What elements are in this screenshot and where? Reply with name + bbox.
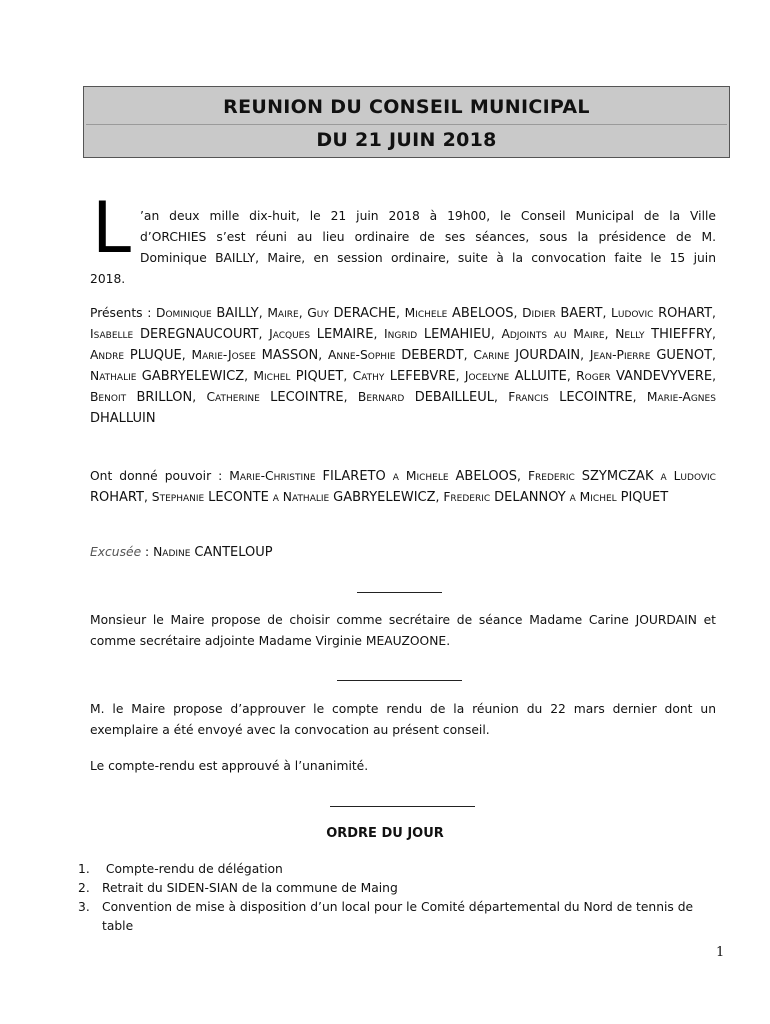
separator-2 bbox=[337, 680, 462, 681]
attendee-last-name: ABELOOS bbox=[451, 306, 514, 321]
attendee-separator: , bbox=[712, 369, 716, 383]
page-number: 1 bbox=[716, 945, 725, 960]
excused-paragraph bbox=[90, 542, 716, 563]
attendee-separator: , bbox=[343, 369, 353, 383]
attendee-separator: , bbox=[712, 348, 716, 362]
attendee-separator: , bbox=[396, 306, 405, 320]
proxy-to: a bbox=[268, 490, 283, 504]
agenda-heading: ORDRE DU JOUR bbox=[326, 826, 444, 841]
proxy-to: a bbox=[565, 490, 580, 504]
intro-line-4: 2018. bbox=[90, 272, 126, 286]
attendee-first-name: Nelly bbox=[615, 327, 645, 341]
drop-cap: L bbox=[92, 187, 131, 269]
secretary-paragraph: Monsieur le Maire propose de choisir comme secrétaire de séance Madame Carine JOURDAIN et comme secrétaire adjointe Madame Virginie MEAUZOONE. bbox=[90, 613, 716, 648]
attendee-first-name: Michel bbox=[253, 369, 291, 383]
attendee-separator: , bbox=[566, 369, 577, 383]
attendee-separator: , bbox=[494, 390, 509, 404]
attendee-separator: , bbox=[373, 327, 385, 341]
proxy-separator: , bbox=[143, 490, 152, 504]
attendee-last-name: ROHART bbox=[658, 306, 713, 321]
proxy-giver-first-name: Frederic bbox=[527, 469, 575, 483]
attendee-last-name: VANDEVYVERE bbox=[615, 369, 713, 384]
attendees-label: Présents : bbox=[90, 306, 156, 320]
attendee-first-name: Benoit bbox=[90, 390, 127, 404]
attendee-last-name: JOURDAIN bbox=[515, 348, 581, 363]
attendee-last-name: PIQUET bbox=[295, 369, 344, 384]
agenda-item-number: 1. bbox=[78, 862, 90, 876]
attendee-first-name: Anne-Sophie bbox=[327, 348, 396, 362]
attendee-last-name: GUENOT bbox=[656, 348, 713, 363]
excused-label: Excusée bbox=[90, 545, 142, 559]
attendee-first-name: Carine bbox=[473, 348, 510, 362]
attendee-separator: , bbox=[463, 348, 474, 362]
attendee-first-name: Michele bbox=[404, 306, 448, 320]
attendee-first-name: Cathy bbox=[352, 369, 385, 383]
attendee-first-name: Ingrid bbox=[384, 327, 418, 341]
attendee-last-name: LEFEBVRE bbox=[389, 369, 456, 384]
separator-1 bbox=[357, 592, 442, 593]
title-line-1: REUNION DU CONSEIL MUNICIPAL bbox=[223, 96, 590, 118]
attendee-separator: , bbox=[513, 306, 523, 320]
attendee-first-name: Dominique bbox=[156, 306, 212, 320]
attendee-separator: , bbox=[604, 327, 616, 341]
attendee-separator: , bbox=[318, 348, 328, 362]
excused-colon: : bbox=[141, 545, 154, 559]
attendee-last-name: DEBERDT bbox=[401, 348, 464, 363]
proxy-receiver-first-name: Nathalie bbox=[282, 490, 330, 504]
attendee-first-name: Nathalie bbox=[90, 369, 137, 383]
proxy-receiver-first-name: Michel bbox=[579, 490, 617, 504]
proxy-giver-first-name: Frederic bbox=[443, 490, 491, 504]
title-box bbox=[83, 86, 730, 158]
proxy-separator: , bbox=[517, 469, 528, 483]
attendee-separator: , bbox=[490, 327, 502, 341]
attendee-last-name: DEBAILLEUL bbox=[414, 390, 495, 405]
intro-line-2: d’ORCHIES s’est réuni au lieu ordinaire de ses séances, sous la présidence de M. bbox=[140, 230, 716, 244]
attendee-first-name: Francis bbox=[508, 390, 549, 404]
attendees-paragraph bbox=[90, 303, 716, 429]
attendee-separator: , bbox=[602, 306, 612, 320]
separator-3 bbox=[330, 806, 475, 807]
attendee-separator: , bbox=[343, 390, 358, 404]
attendee-separator: , bbox=[244, 369, 254, 383]
attendee-first-name: Bernard bbox=[357, 390, 405, 404]
attendee-last-name: THIEFFRY bbox=[651, 327, 713, 342]
proxy-giver-last-name: DELANNOY bbox=[494, 490, 566, 505]
agenda-item-number: 2. bbox=[78, 881, 90, 895]
agenda-list bbox=[78, 860, 728, 936]
attendee-first-name: Jacques bbox=[269, 327, 311, 341]
attendee-first-name: Ludovic bbox=[611, 306, 654, 320]
attendee-last-name: GABRYELEWICZ bbox=[141, 369, 245, 384]
excused-last-name: CANTELOUP bbox=[194, 545, 273, 560]
proxy-receiver-last-name: GABRYELEWICZ bbox=[333, 490, 436, 505]
proxy-receiver-last-name: PIQUET bbox=[620, 490, 669, 505]
attendee-separator: , bbox=[192, 390, 207, 404]
agenda-item-number: 3. bbox=[78, 900, 90, 914]
attendee-last-name: BAILLY bbox=[216, 306, 259, 321]
attendee-separator: , bbox=[580, 348, 590, 362]
title-line-2: DU 21 JUIN 2018 bbox=[316, 129, 497, 151]
proxy-receiver-first-name: Michele bbox=[405, 469, 449, 483]
proxy-receiver-last-name: ABELOOS bbox=[455, 469, 518, 484]
attendee-first-name: Andre bbox=[90, 348, 125, 362]
intro-line-3: Dominique BAILLY, Maire, en session ordinaire, suite à la convocation faite le 15 juin bbox=[140, 251, 716, 265]
attendee-first-name: Guy bbox=[307, 306, 329, 320]
attendee-first-name: Catherine bbox=[206, 390, 260, 404]
attendee-last-name: LEMAHIEU bbox=[423, 327, 491, 342]
proxy-giver-first-name: Marie-Christine bbox=[229, 469, 316, 483]
attendee-separator: , bbox=[712, 306, 716, 320]
attendee-last-name: LECOINTRE bbox=[270, 390, 344, 405]
attendee-separator: , bbox=[632, 390, 647, 404]
attendee-separator: , bbox=[298, 306, 308, 320]
attendee-first-name: Roger bbox=[576, 369, 611, 383]
attendee-last-name: DHALLUIN bbox=[90, 411, 156, 426]
proxy-receiver-last-name: ROHART bbox=[90, 490, 144, 505]
attendee-first-name: Isabelle bbox=[90, 327, 134, 341]
attendee-last-name: DERACHE bbox=[333, 306, 397, 321]
attendee-last-name: BRILLON bbox=[136, 390, 193, 405]
agenda-item bbox=[78, 898, 728, 936]
attendee-last-name: LECOINTRE bbox=[559, 390, 633, 405]
proxy-giver-last-name: FILARETO bbox=[322, 469, 386, 484]
proxies-label: Ont donné pouvoir : bbox=[90, 469, 230, 483]
minutes-approved-paragraph: Le compte-rendu est approuvé à l’unanimité. bbox=[90, 759, 369, 773]
proxy-giver-last-name: LECONTE bbox=[208, 490, 269, 505]
attendee-separator: , bbox=[455, 369, 465, 383]
attendee-last-name: LEMAIRE bbox=[316, 327, 374, 342]
excused-first-name: Nadine bbox=[153, 545, 191, 559]
agenda-item-text: Convention de mise à disposition d’un local pour le Comité départemental du Nord de tennis de table bbox=[102, 900, 698, 933]
attendee-first-name: Jean-Pierre bbox=[589, 348, 651, 362]
attendee-first-name: Didier bbox=[522, 306, 556, 320]
proxies-paragraph bbox=[90, 466, 716, 508]
intro-line-1: ’an deux mille dix-huit, le 21 juin 2018 à 19h00, le Conseil Municipal de la Ville bbox=[140, 209, 716, 223]
attendee-last-name: DEREGNAUCOURT bbox=[139, 327, 259, 342]
attendee-first-name: Adjoints au Maire bbox=[501, 327, 605, 341]
attendee-first-name: Maire bbox=[267, 306, 299, 320]
proxy-to: a bbox=[385, 469, 406, 483]
attendee-first-name: Jocelyne bbox=[464, 369, 510, 383]
attendee-separator: , bbox=[258, 327, 270, 341]
agenda-item-text: Compte-rendu de délégation bbox=[102, 862, 283, 876]
proxy-giver-first-name: Stephanie bbox=[151, 490, 205, 504]
minutes-proposal-paragraph: M. le Maire propose d’approuver le compte rendu de la réunion du 22 mars dernier dont un exemplaire a été envoyé avec la convocation au présent conseil. bbox=[90, 702, 716, 737]
proxy-giver-last-name: SZYMCZAK bbox=[581, 469, 654, 484]
attendee-separator: , bbox=[181, 348, 192, 362]
attendee-separator: , bbox=[712, 327, 716, 341]
agenda-item bbox=[78, 879, 728, 898]
proxy-receiver-first-name: Ludovic bbox=[673, 469, 716, 483]
attendee-last-name: BAERT bbox=[560, 306, 603, 321]
agenda-item bbox=[78, 860, 728, 879]
attendee-last-name: MASSON bbox=[261, 348, 319, 363]
attendee-first-name: Marie-Josee bbox=[191, 348, 256, 362]
proxy-to: a bbox=[653, 469, 674, 483]
attendee-last-name: ALLUITE bbox=[514, 369, 567, 384]
proxy-separator: , bbox=[435, 490, 444, 504]
attendee-first-name: Marie-Agnes bbox=[646, 390, 716, 404]
attendee-last-name: PLUQUE bbox=[129, 348, 182, 363]
agenda-item-text: Retrait du SIDEN-SIAN de la commune de Maing bbox=[102, 881, 398, 895]
attendee-separator: , bbox=[258, 306, 268, 320]
